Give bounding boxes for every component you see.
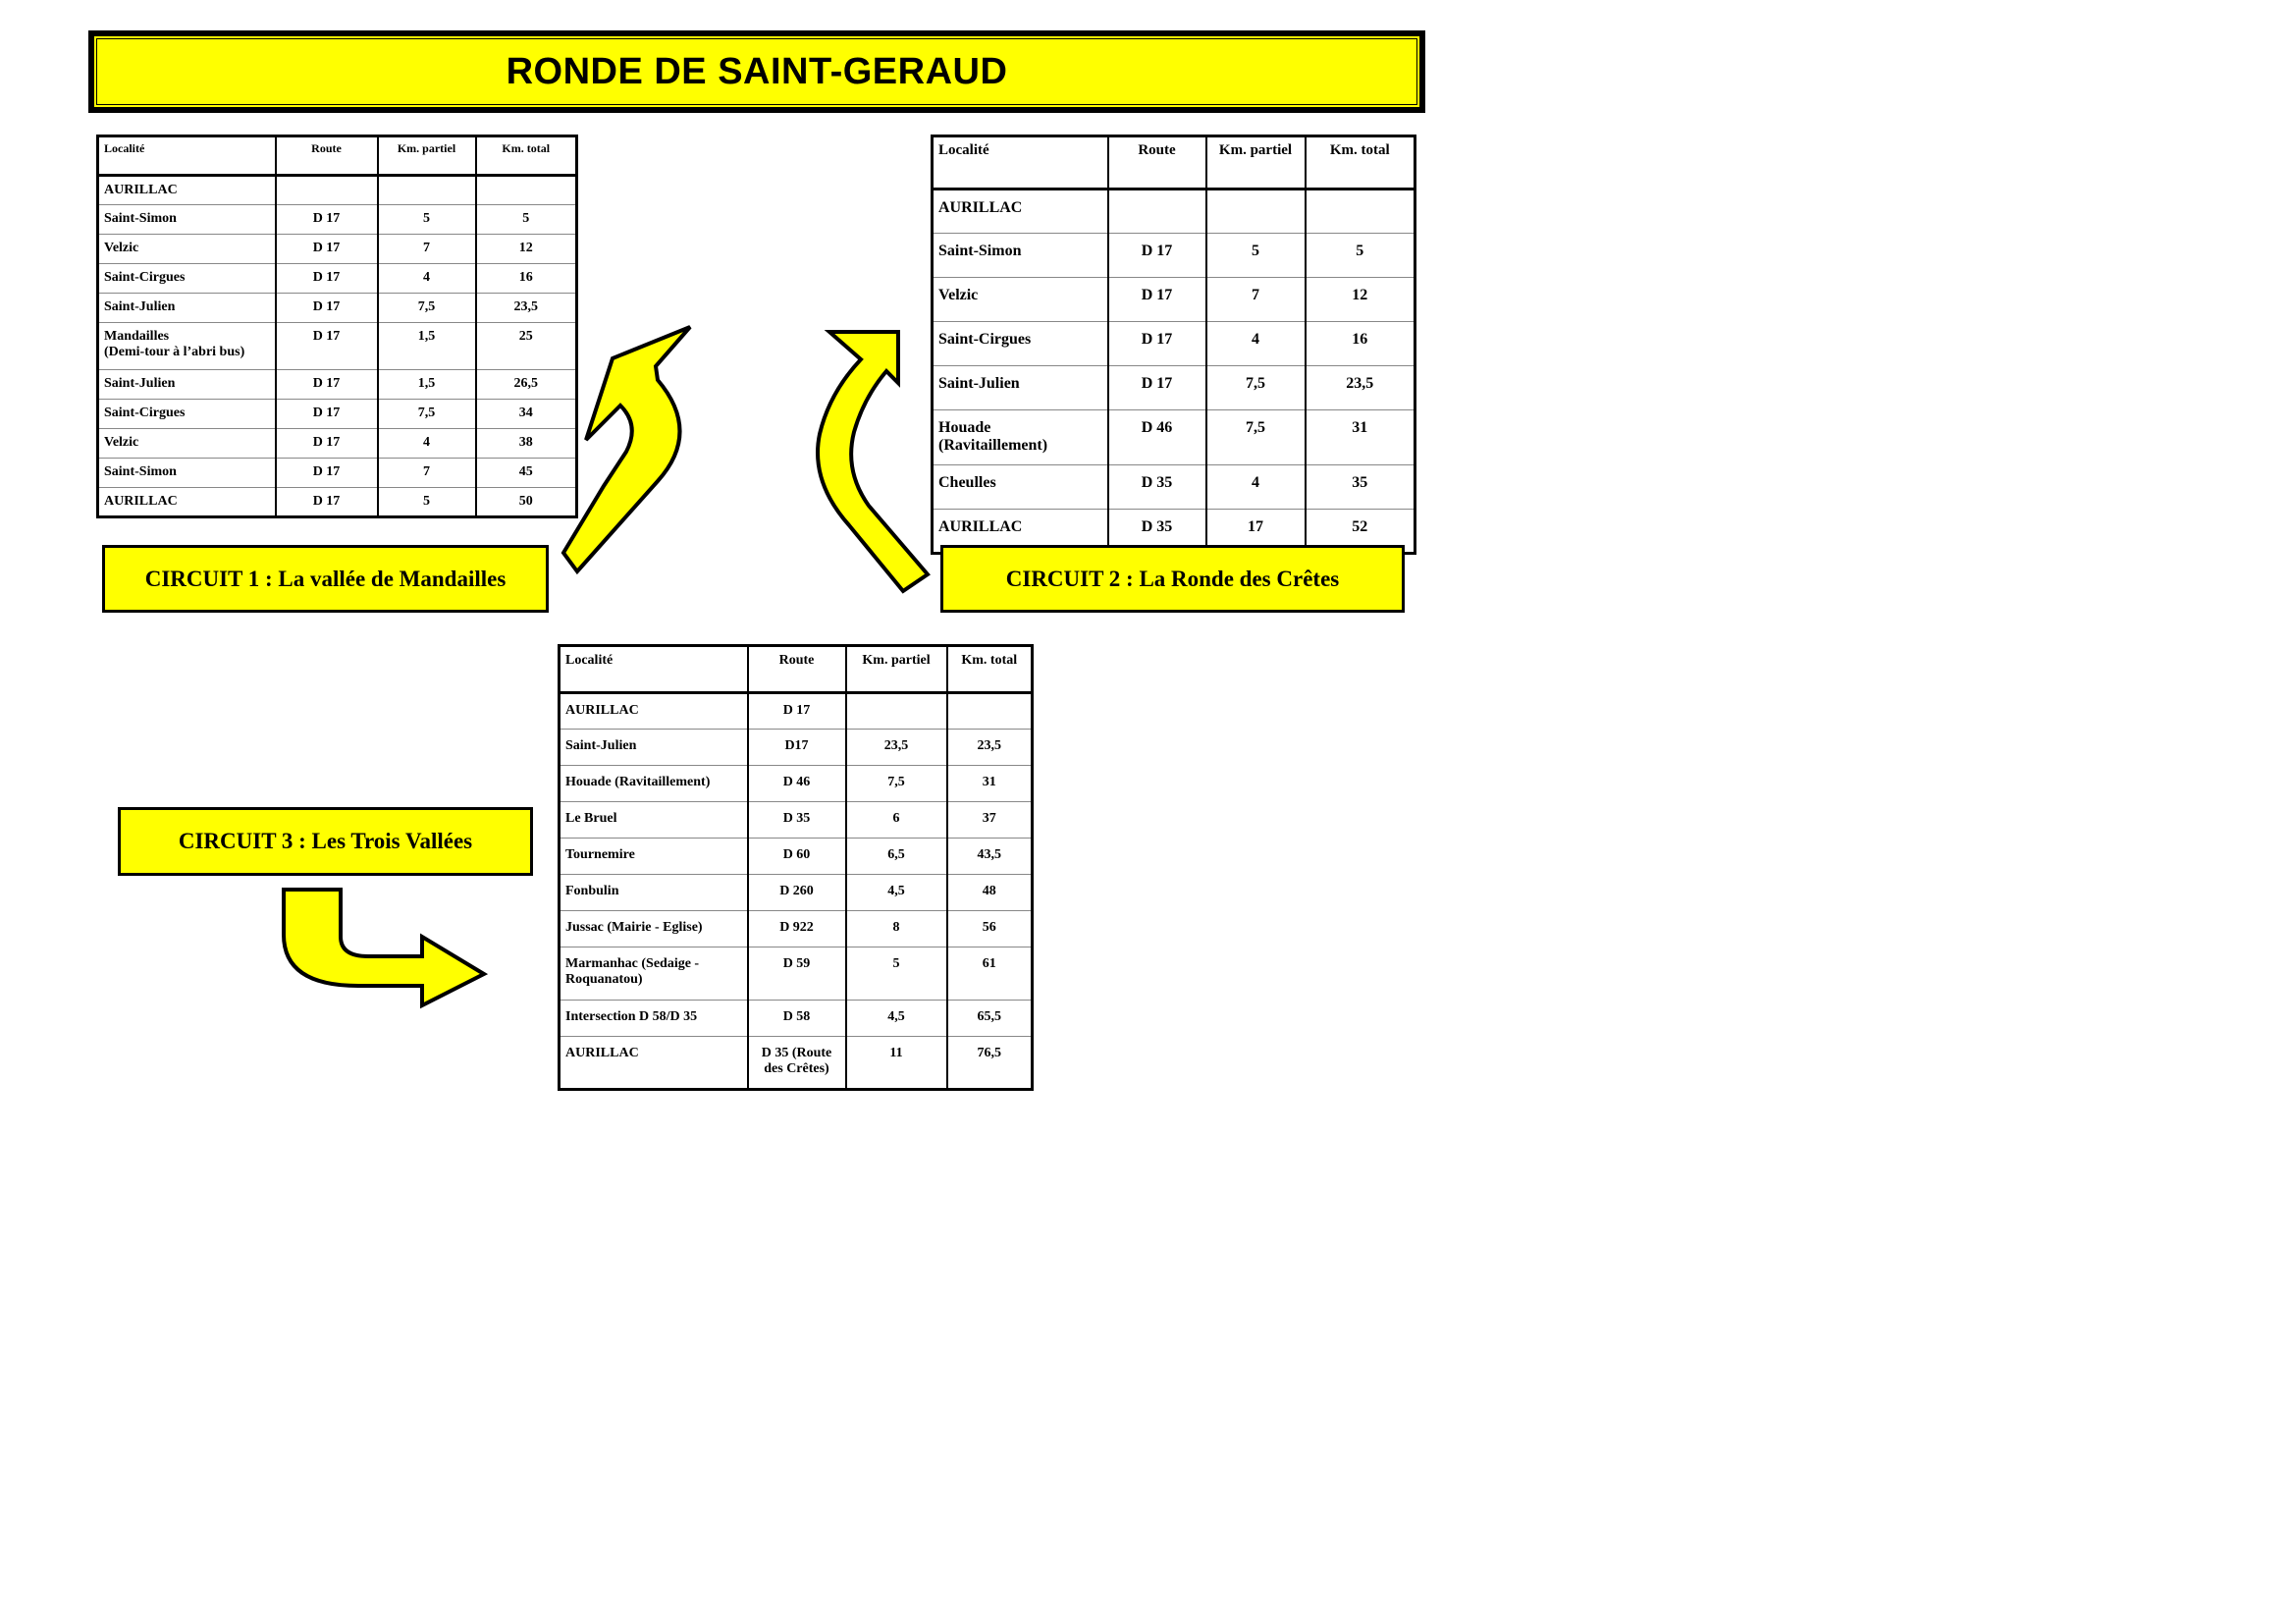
cell-km-partiel-text: 5: [892, 956, 900, 971]
cell-km-partiel: [1206, 465, 1306, 510]
cell-route: [748, 730, 846, 766]
cell-km-total: [947, 839, 1033, 875]
table-row: [933, 234, 1415, 278]
cell-km-total-text: 25: [518, 329, 533, 344]
cell-route-text: D 17: [782, 703, 811, 718]
cell-route-text: D 35: [1141, 474, 1173, 491]
cell-km-partiel: [1206, 234, 1306, 278]
cell-km-partiel-text: 4,5: [887, 884, 905, 898]
cell-localite-text: Houade: [938, 419, 991, 436]
cell-route-text: D 58: [782, 1009, 811, 1024]
cell-km-partiel-text: 7: [423, 241, 430, 255]
cell-km-partiel-text: 7,5: [417, 299, 436, 314]
cell-km-total: [947, 1001, 1033, 1037]
cell-route: [1108, 366, 1206, 410]
cell-km-total-text: 26,5: [513, 376, 538, 391]
cell-route-text: D 17: [312, 376, 341, 391]
page-title: RONDE DE SAINT-GERAUD: [506, 50, 1008, 92]
cell-route-text: D 922: [779, 920, 814, 935]
cell-route: [276, 176, 378, 205]
cell-localite-text: Marmanhac (Sedaige -: [565, 956, 700, 971]
circuit-1-label-box: [102, 545, 549, 613]
table-row: [560, 947, 1033, 1001]
table-row: [98, 323, 577, 370]
cell-km-total: [947, 766, 1033, 802]
table-row: [98, 400, 577, 429]
cell-km-partiel: [1206, 189, 1306, 234]
cell-km-total-text: 65,5: [977, 1009, 1001, 1024]
cell-km-total-text: 23,5: [513, 299, 538, 314]
cell-km-total-text: 38: [518, 435, 533, 450]
cell-route: [748, 947, 846, 1001]
cell-localite-text: Saint-Julien: [565, 738, 637, 753]
cell-route: [276, 370, 378, 400]
cell-route: [276, 429, 378, 459]
cell-km-total: [476, 323, 577, 370]
cell-localite: [560, 1001, 748, 1037]
cell-km-total-text: 45: [518, 464, 533, 479]
cell-localite-text-line2: (Demi-tour à l’abri bus): [104, 345, 245, 359]
cell-km-total: [1306, 465, 1415, 510]
circuit-1-table: [96, 135, 578, 518]
cell-km-total-text: 16: [518, 270, 533, 285]
cell-km-total: [1306, 234, 1415, 278]
cell-localite-text: Saint-Simon: [938, 243, 1022, 259]
cell-localite: [560, 766, 748, 802]
cell-localite-text: Jussac (Mairie - Eglise): [565, 920, 703, 935]
cell-route: [1108, 465, 1206, 510]
cell-route: [1108, 322, 1206, 366]
cell-km-total: [947, 693, 1033, 730]
table-row: [560, 1001, 1033, 1037]
title-banner: [88, 30, 1425, 113]
header-localite: Localité: [933, 136, 1108, 189]
cell-route-text: D 17: [312, 329, 341, 344]
table-row: [98, 205, 577, 235]
table-row: [98, 488, 577, 517]
cell-km-partiel: [1206, 366, 1306, 410]
table-row: [98, 235, 577, 264]
table-row: [560, 1037, 1033, 1090]
table-row: [560, 839, 1033, 875]
circuit-2-label: CIRCUIT 2 : La Ronde des Crêtes: [1005, 566, 1340, 591]
cell-km-partiel: [378, 294, 476, 323]
cell-km-total: [476, 370, 577, 400]
cell-localite-text: Saint-Julien: [104, 376, 176, 391]
cell-route: [276, 400, 378, 429]
cell-route: [276, 488, 378, 517]
cell-km-total-text: 35: [1352, 474, 1368, 491]
cell-route: [1108, 189, 1206, 234]
cell-km-partiel: [846, 802, 947, 839]
cell-localite: [933, 278, 1108, 322]
cell-localite-text: AURILLAC: [104, 183, 178, 197]
cell-localite-text: Saint-Simon: [104, 464, 177, 479]
cell-localite: [98, 235, 276, 264]
cell-localite: [560, 1037, 748, 1090]
cell-route-text: D 46: [782, 775, 811, 789]
circuit-1-label: CIRCUIT 1 : La vallée de Mandailles: [144, 566, 507, 591]
circuit-3-table: [558, 644, 1034, 1091]
cell-km-total-text: 23,5: [1346, 375, 1374, 392]
cell-km-partiel: [378, 235, 476, 264]
header-km-partiel: Km. partiel: [846, 646, 947, 693]
cell-route-text: D 35: [1141, 518, 1173, 535]
table-row: [98, 294, 577, 323]
cell-route-text: D 17: [1141, 375, 1173, 392]
header-localite: Localité: [98, 136, 276, 176]
cell-route: [748, 839, 846, 875]
cell-localite-text: AURILLAC: [104, 494, 178, 509]
cell-km-total: [476, 235, 577, 264]
cell-km-partiel: [1206, 278, 1306, 322]
cell-localite-text: Houade (Ravitaillement): [565, 775, 711, 789]
cell-km-partiel: [846, 1037, 947, 1090]
cell-route: [1108, 234, 1206, 278]
cell-km-total-text: 48: [982, 884, 996, 898]
cell-km-total: [1306, 322, 1415, 366]
cell-route-text: D 35: [782, 811, 811, 826]
header-km-total: Km. total: [947, 646, 1033, 693]
cell-km-total-text: 43,5: [977, 847, 1001, 862]
cell-km-total: [476, 264, 577, 294]
cell-km-partiel: [378, 176, 476, 205]
circuit-1-rows: [98, 176, 577, 517]
table-row: [933, 278, 1415, 322]
cell-route-text: D 17: [312, 241, 341, 255]
cell-localite-text: AURILLAC: [938, 518, 1023, 535]
cell-route: [748, 693, 846, 730]
cell-km-total: [476, 205, 577, 235]
cell-km-partiel-text: 4: [1252, 331, 1259, 348]
cell-localite-text: Velzic: [104, 435, 139, 450]
cell-km-partiel: [378, 323, 476, 370]
cell-km-total: [947, 911, 1033, 947]
cell-km-partiel-text: 5: [1252, 243, 1259, 259]
cell-km-partiel-text: 7,5: [417, 406, 436, 420]
cell-km-partiel: [378, 400, 476, 429]
table-header-row: [933, 136, 1415, 189]
cell-km-total: [1306, 410, 1415, 465]
cell-localite-text: Saint-Cirgues: [938, 331, 1032, 348]
cell-route-text: D 17: [312, 406, 341, 420]
header-km-partiel: Km. partiel: [1206, 136, 1306, 189]
cell-route-text: D 60: [782, 847, 811, 862]
cell-route: [276, 323, 378, 370]
cell-km-partiel-text: 4: [423, 435, 430, 450]
table-header-row: [98, 136, 577, 176]
curved-arrow-up-right-icon: [810, 324, 942, 594]
curved-arrow-down-right-icon: [280, 886, 491, 1013]
table-row: [933, 410, 1415, 465]
cell-km-total-text: 61: [982, 956, 996, 971]
cell-localite-text: Saint-Julien: [938, 375, 1020, 392]
cell-localite-text: Saint-Cirgues: [104, 270, 186, 285]
cell-km-partiel: [378, 264, 476, 294]
cell-km-total: [476, 400, 577, 429]
cell-localite: [560, 875, 748, 911]
cell-km-total-text: 76,5: [977, 1046, 1001, 1060]
cell-km-total: [947, 730, 1033, 766]
cell-localite: [98, 429, 276, 459]
cell-route-text: D 260: [779, 884, 814, 898]
cell-localite: [98, 488, 276, 517]
cell-localite-text-line2: (Ravitaillement): [938, 437, 1048, 454]
cell-km-partiel-text: 23,5: [883, 738, 909, 753]
cell-localite: [560, 693, 748, 730]
cell-route: [276, 264, 378, 294]
cell-localite: [933, 410, 1108, 465]
cell-localite: [98, 370, 276, 400]
cell-localite: [933, 366, 1108, 410]
circuit-2-rows: [933, 189, 1415, 554]
cell-km-partiel: [378, 205, 476, 235]
cell-route: [748, 802, 846, 839]
cell-km-partiel-text: 7: [1252, 287, 1259, 303]
cell-km-total: [947, 947, 1033, 1001]
cell-km-total: [947, 1037, 1033, 1090]
cell-km-total-text: 56: [982, 920, 996, 935]
cell-localite: [560, 947, 748, 1001]
cell-route: [748, 911, 846, 947]
cell-km-total-text: 37: [982, 811, 996, 826]
cell-km-total-text: 12: [518, 241, 533, 255]
cell-route-text: D 17: [1141, 243, 1173, 259]
table-row: [98, 429, 577, 459]
cell-km-partiel-text: 7,5: [887, 775, 905, 789]
cell-km-total-text: 12: [1352, 287, 1368, 303]
cell-km-total-text: 5: [1356, 243, 1364, 259]
cell-km-partiel: [846, 839, 947, 875]
cell-localite-text: Intersection D 58/D 35: [565, 1009, 698, 1024]
table-row: [560, 911, 1033, 947]
cell-localite: [560, 911, 748, 947]
cell-km-partiel-text: 7,5: [1246, 375, 1265, 392]
cell-localite-text: AURILLAC: [565, 703, 639, 718]
cell-localite: [98, 205, 276, 235]
cell-route: [748, 1001, 846, 1037]
cell-km-partiel-text: 5: [423, 494, 430, 509]
cell-localite-text: Velzic: [938, 287, 979, 303]
curved-arrow-up-left-icon: [569, 319, 707, 589]
cell-km-total-text: 16: [1352, 331, 1368, 348]
title-banner-inner: [92, 34, 1421, 109]
cell-km-partiel-text: 8: [892, 920, 900, 935]
cell-km-partiel: [1206, 322, 1306, 366]
cell-km-partiel-text: 17: [1248, 518, 1263, 535]
cell-route-text: D17: [784, 738, 809, 753]
cell-localite-text: Mandailles: [104, 329, 170, 344]
table-row: [560, 802, 1033, 839]
table-row: [560, 693, 1033, 730]
cell-route-text: D 17: [1141, 331, 1173, 348]
cell-route: [276, 294, 378, 323]
cell-route-text: D 17: [312, 211, 341, 226]
cell-km-partiel-text: 4: [423, 270, 430, 285]
cell-route-text: D 17: [312, 494, 341, 509]
circuit-3-label: CIRCUIT 3 : Les Trois Vallées: [178, 829, 473, 853]
header-localite: Localité: [560, 646, 748, 693]
cell-localite: [933, 465, 1108, 510]
cell-route-text: D 17: [312, 435, 341, 450]
cell-km-partiel-text: 6: [892, 811, 900, 826]
cell-km-partiel: [378, 370, 476, 400]
header-route: Route: [748, 646, 846, 693]
table-row: [560, 766, 1033, 802]
cell-localite-text: Velzic: [104, 241, 139, 255]
cell-localite-text: Tournemire: [565, 847, 635, 862]
header-km-total: Km. total: [476, 136, 577, 176]
cell-km-total-text: 31: [1352, 419, 1368, 436]
cell-km-partiel-text: 6,5: [887, 847, 905, 862]
cell-km-partiel: [846, 730, 947, 766]
cell-km-partiel: [846, 1001, 947, 1037]
cell-localite-text: Saint-Julien: [104, 299, 176, 314]
cell-km-total: [476, 488, 577, 517]
cell-localite-text: Cheulles: [938, 474, 996, 491]
cell-km-total-text: 50: [518, 494, 533, 509]
cell-km-partiel: [378, 459, 476, 488]
cell-localite: [98, 459, 276, 488]
cell-route: [1108, 278, 1206, 322]
header-route: Route: [276, 136, 378, 176]
table-row: [98, 176, 577, 205]
cell-km-partiel: [846, 766, 947, 802]
cell-localite-text-line2: Roquanatou): [565, 972, 643, 987]
cell-localite-text: Le Bruel: [565, 811, 617, 826]
cell-localite-text: Fonbulin: [565, 884, 619, 898]
cell-km-partiel: [846, 875, 947, 911]
cell-localite: [933, 322, 1108, 366]
cell-km-partiel: [846, 947, 947, 1001]
cell-km-total-text: 31: [982, 775, 996, 789]
cell-km-total: [1306, 366, 1415, 410]
circuit-3-rows: [560, 693, 1033, 1090]
cell-km-partiel-text: 7: [423, 464, 430, 479]
cell-km-total-text: 34: [518, 406, 533, 420]
cell-km-partiel: [378, 488, 476, 517]
cell-localite-text: AURILLAC: [565, 1046, 639, 1060]
header-route: Route: [1108, 136, 1206, 189]
cell-km-partiel-text: 4: [1252, 474, 1259, 491]
cell-route-text: D 17: [312, 270, 341, 285]
cell-route-text: D 17: [312, 464, 341, 479]
table-header-row: [560, 646, 1033, 693]
table-row: [933, 322, 1415, 366]
table-row: [933, 465, 1415, 510]
table-row: [933, 189, 1415, 234]
header-km-total: Km. total: [1306, 136, 1415, 189]
cell-km-total: [476, 176, 577, 205]
cell-route-text: D 17: [1141, 287, 1173, 303]
cell-km-partiel: [378, 429, 476, 459]
table-row: [933, 366, 1415, 410]
cell-localite: [98, 400, 276, 429]
cell-localite: [98, 294, 276, 323]
cell-km-total-text: 52: [1352, 518, 1368, 535]
cell-km-total: [1306, 189, 1415, 234]
cell-localite: [98, 176, 276, 205]
cell-localite: [98, 264, 276, 294]
cell-route: [276, 459, 378, 488]
cell-route-text: D 35 (Route: [761, 1046, 832, 1060]
cell-km-total: [947, 875, 1033, 911]
cell-km-partiel: [1206, 410, 1306, 465]
cell-km-partiel: [846, 693, 947, 730]
cell-localite-text: AURILLAC: [938, 199, 1023, 216]
table-row: [560, 730, 1033, 766]
cell-localite: [560, 730, 748, 766]
cell-route: [1108, 410, 1206, 465]
table-row: [560, 875, 1033, 911]
cell-km-partiel-text: 7,5: [1246, 419, 1265, 436]
cell-km-total-text: 5: [522, 211, 530, 226]
cell-route-text: D 17: [312, 299, 341, 314]
circuit-2-table: [931, 135, 1416, 555]
cell-route: [276, 205, 378, 235]
cell-km-partiel: [846, 911, 947, 947]
cell-km-total: [1306, 278, 1415, 322]
cell-route-text-line2: des Crêtes): [764, 1061, 829, 1076]
cell-km-total: [476, 459, 577, 488]
table-row: [98, 370, 577, 400]
header-km-partiel: Km. partiel: [378, 136, 476, 176]
cell-route-text: D 59: [782, 956, 811, 971]
cell-km-total-text: 23,5: [977, 738, 1001, 753]
cell-km-partiel-text: 4,5: [887, 1009, 905, 1024]
cell-route: [748, 1037, 846, 1090]
cell-localite-text: Saint-Simon: [104, 211, 177, 226]
cell-localite: [560, 839, 748, 875]
cell-localite: [98, 323, 276, 370]
cell-km-partiel-text: 1,5: [417, 376, 436, 391]
circuit-2-label-box: [940, 545, 1405, 613]
cell-km-total: [947, 802, 1033, 839]
cell-route: [748, 766, 846, 802]
cell-localite-text: Saint-Cirgues: [104, 406, 186, 420]
cell-km-partiel-text: 5: [423, 211, 430, 226]
cell-km-total: [476, 429, 577, 459]
cell-km-partiel-text: 1,5: [417, 329, 436, 344]
cell-route: [748, 875, 846, 911]
cell-localite: [933, 234, 1108, 278]
cell-route-text: D 46: [1141, 419, 1173, 436]
cell-localite: [933, 189, 1108, 234]
cell-km-partiel-text: 11: [889, 1046, 903, 1060]
cell-km-total: [476, 294, 577, 323]
table-row: [98, 459, 577, 488]
cell-route: [276, 235, 378, 264]
table-row: [98, 264, 577, 294]
cell-localite: [560, 802, 748, 839]
circuit-3-label-box: [118, 807, 533, 876]
